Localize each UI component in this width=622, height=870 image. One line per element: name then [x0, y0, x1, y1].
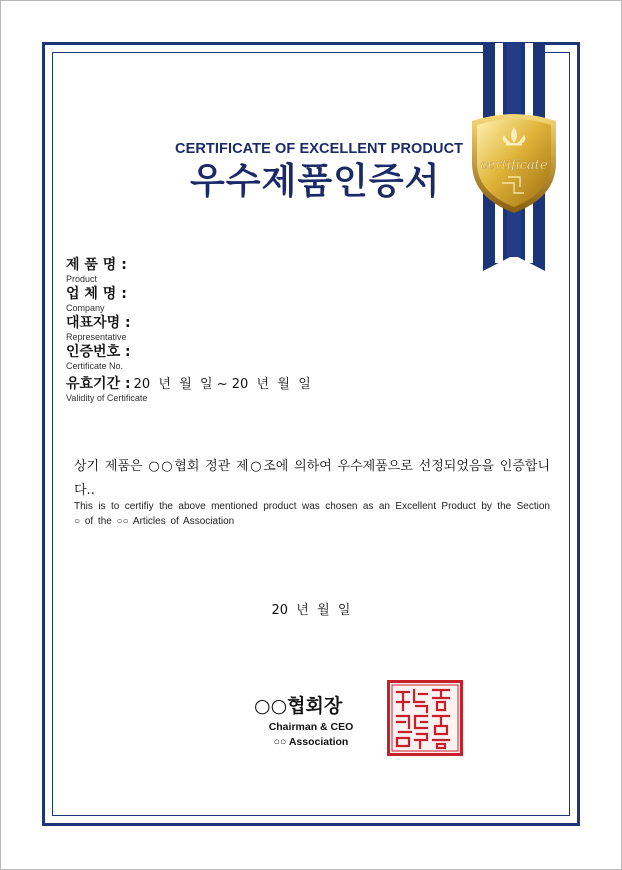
signatory-position: Chairman & CEO — [268, 721, 354, 733]
field-sublabel: Company — [66, 303, 105, 313]
field-product — [66, 257, 127, 285]
field-label: 인증번호 : — [66, 344, 131, 360]
statement-korean: 상기 제품은 ○○협회 정관 제○조에 의하여 우수제품으로 선정되었음을 인증합니다.. — [74, 459, 550, 498]
field-representative — [66, 315, 131, 343]
field-sublabel: Product — [66, 274, 98, 284]
field-label: 업 체 명 : — [66, 286, 127, 302]
field-label: 제 품 명 : — [66, 257, 127, 273]
certificate-seal-badge — [466, 111, 562, 215]
field-sublabel: Certificate No. — [66, 361, 124, 371]
field-validity — [66, 373, 311, 404]
issue-date: 20 년 월 일 — [271, 603, 351, 618]
validity-value: 20 년 월 일 ~ 20 년 월 일 — [133, 377, 311, 392]
official-stamp-icon — [387, 680, 463, 756]
signatory-name: ○○협회장 — [254, 695, 343, 717]
field-sublabel: Representative — [66, 332, 127, 342]
badge-text: certificate — [480, 158, 548, 173]
field-label: 대표자명 : — [66, 315, 131, 331]
statement-english: This is to certifiy the above mentioned product was chosen as an Excellent Product by the Section ○ of the ○○ Articles of Association — [74, 501, 550, 527]
signatory-organization: ○○ Association — [273, 736, 349, 748]
signatory-title — [250, 720, 372, 750]
title-korean: 우수제품인증서 — [190, 161, 441, 202]
field-sublabel: Validity of Certificate — [66, 393, 148, 403]
field-label: 유효기간 : — [66, 376, 131, 392]
field-company — [66, 286, 127, 314]
title-english: CERTIFICATE OF EXCELLENT PRODUCT — [175, 141, 464, 157]
field-certificate-no — [66, 344, 131, 372]
